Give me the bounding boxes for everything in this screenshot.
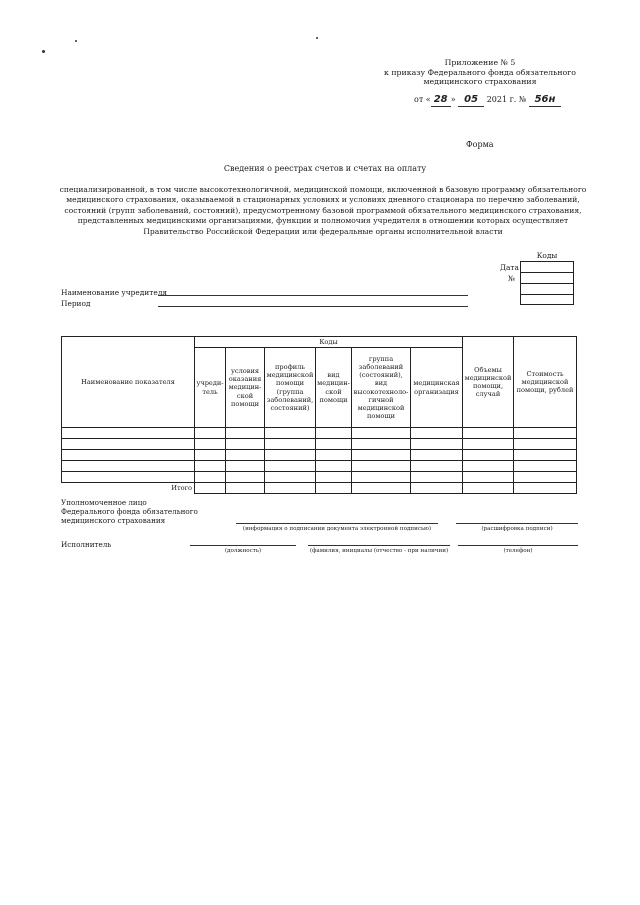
codes-cell[interactable] — [521, 295, 573, 306]
total-row — [62, 483, 577, 494]
authorized-decode-caption: (расшифровка подписи) — [481, 526, 553, 532]
codes-grid — [520, 261, 574, 305]
table-cell[interactable] — [463, 472, 514, 483]
col-header-volume: Объемы медицинской помощи, случай — [463, 337, 514, 428]
executor-position-caption: (должность) — [224, 548, 262, 554]
appendix-line: к приказу Федерального фонда обязательного — [384, 67, 576, 77]
table-cell[interactable] — [514, 439, 577, 450]
table-cell[interactable] — [463, 450, 514, 461]
table-cell[interactable] — [352, 428, 411, 439]
col-header-disease-group: группа заболеваний (состояний), вид высокотехноло-гичной медицинской помощи — [352, 348, 411, 428]
table-cell[interactable] — [226, 472, 265, 483]
total-cell[interactable] — [265, 483, 316, 494]
authorized-info-caption: (информация о подписании документа электронной подписью) — [242, 526, 432, 532]
total-cell[interactable] — [463, 483, 514, 494]
col-header-med-org: медицинская организация — [411, 348, 463, 428]
table-cell[interactable] — [265, 439, 316, 450]
table-cell[interactable] — [62, 461, 195, 472]
table-cell[interactable] — [265, 461, 316, 472]
authorized-signature-field[interactable] — [236, 523, 438, 524]
total-cell[interactable] — [352, 483, 411, 494]
period-field[interactable] — [158, 306, 468, 307]
table-cell[interactable] — [226, 450, 265, 461]
table-cell[interactable] — [195, 450, 226, 461]
table-cell[interactable] — [316, 472, 352, 483]
table-cell[interactable] — [514, 450, 577, 461]
date-day: 28 — [431, 94, 451, 107]
table-cell[interactable] — [411, 461, 463, 472]
table-cell[interactable] — [316, 450, 352, 461]
table-row — [62, 428, 577, 439]
table-cell[interactable] — [226, 461, 265, 472]
executor-phone-caption: (телефон) — [503, 548, 533, 554]
total-cell[interactable] — [514, 483, 577, 494]
period-label: Период — [61, 299, 91, 308]
authorized-person-label: Уполномоченное лицо Федерального фонда обязательного медицинского страхования — [61, 498, 198, 525]
executor-phone-field[interactable] — [458, 545, 578, 546]
table-cell[interactable] — [316, 428, 352, 439]
appendix-line: медицинского страхования — [423, 77, 537, 86]
executor-label: Исполнитель — [61, 540, 112, 549]
date-prefix: от « — [414, 95, 431, 104]
report-table — [61, 336, 577, 494]
table-row — [62, 450, 577, 461]
table-cell[interactable] — [411, 428, 463, 439]
table-row — [62, 461, 577, 472]
table-cell[interactable] — [316, 461, 352, 472]
executor-position-field[interactable] — [190, 545, 296, 546]
col-header-name: Наименование показателя — [62, 337, 195, 428]
codes-date-label: Дата — [500, 263, 519, 272]
codes-number-label: № — [508, 274, 515, 283]
table-cell[interactable] — [352, 450, 411, 461]
table-cell[interactable] — [62, 450, 195, 461]
table-cell[interactable] — [411, 472, 463, 483]
table-cell[interactable] — [411, 439, 463, 450]
total-cell[interactable] — [316, 483, 352, 494]
table-cell[interactable] — [352, 439, 411, 450]
col-header-codes: Коды — [195, 337, 463, 348]
authorized-decode-field[interactable] — [456, 523, 578, 524]
table-cell[interactable] — [62, 439, 195, 450]
form-label: Форма — [466, 140, 494, 149]
table-cell[interactable] — [265, 428, 316, 439]
appendix-header — [380, 58, 580, 87]
col-header-care-type: вид медицин-ской помощи — [316, 348, 352, 428]
table-cell[interactable] — [226, 428, 265, 439]
appendix-line: Приложение № 5 — [444, 58, 516, 67]
table-row — [62, 439, 577, 450]
scan-speck — [316, 37, 318, 39]
table-cell[interactable] — [226, 439, 265, 450]
table-cell[interactable] — [352, 472, 411, 483]
col-header-cost: Стоимость медицинской помощи, рублей — [514, 337, 577, 428]
document-title: Сведения о реестрах счетов и счетах на оплату — [223, 164, 427, 173]
table-cell[interactable] — [265, 472, 316, 483]
total-label: Итого — [62, 483, 195, 494]
codes-cell-date[interactable] — [521, 262, 573, 273]
total-cell[interactable] — [195, 483, 226, 494]
table-cell[interactable] — [62, 428, 195, 439]
codes-cell[interactable] — [521, 284, 573, 295]
table-cell[interactable] — [463, 461, 514, 472]
codes-cell-number[interactable] — [521, 273, 573, 284]
table-cell[interactable] — [195, 472, 226, 483]
col-header-founder: учреди-тель — [195, 348, 226, 428]
table-cell[interactable] — [195, 428, 226, 439]
table-cell[interactable] — [411, 450, 463, 461]
table-cell[interactable] — [514, 461, 577, 472]
table-cell[interactable] — [195, 439, 226, 450]
table-cell[interactable] — [265, 450, 316, 461]
date-year: 2021 г. № — [486, 95, 527, 104]
table-cell[interactable] — [352, 461, 411, 472]
founder-field[interactable] — [158, 295, 468, 296]
total-cell[interactable] — [411, 483, 463, 494]
table-cell[interactable] — [195, 461, 226, 472]
document-description: специализированной, в том числе высокотехнологичной, медицинской помощи, включенной в базовую программу обязательного медицинского страхования, оказываемой в стационарных условиях и условиях дневного стационара по перечню заболеваний, состояний (групп заболеваний, состояний), предусмотренному базовой программой обязательного медицинского страхования, представленных медицинскими организациями, функции и полномочия учредителя в отношении которых осуществляет Правительство Российской Федерации или федеральные органы исполнительной власти — [59, 185, 587, 236]
total-cell[interactable] — [226, 483, 265, 494]
date-month: 05 — [458, 94, 484, 107]
table-cell[interactable] — [463, 439, 514, 450]
table-cell[interactable] — [514, 428, 577, 439]
col-header-conditions: условия оказания медицин-ской помощи — [226, 348, 265, 428]
table-cell[interactable] — [62, 472, 195, 483]
codes-label: Коды — [536, 251, 558, 260]
table-cell[interactable] — [514, 472, 577, 483]
executor-name-field[interactable] — [308, 545, 450, 546]
table-cell[interactable] — [316, 439, 352, 450]
table-cell[interactable] — [463, 428, 514, 439]
col-header-profile: профиль медицинской помощи (группа заболеваний, состояний) — [265, 348, 316, 428]
scan-speck — [42, 50, 45, 53]
order-number: 56н — [529, 94, 561, 107]
table-row — [62, 472, 577, 483]
order-date-line — [414, 94, 584, 107]
scan-speck — [75, 40, 77, 42]
executor-name-caption: (фамилия, инициалы (отчество - при наличии) — [309, 548, 449, 554]
founder-label: Наименование учредителя — [61, 288, 168, 297]
date-mid: » — [450, 95, 456, 104]
